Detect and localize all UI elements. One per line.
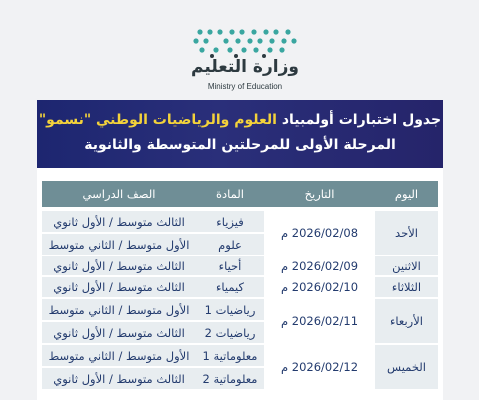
header-date: التاريخ xyxy=(264,181,375,207)
banner-title-prefix: جدول اختبارات أولمبياد xyxy=(281,112,442,128)
date-cell: 2026/02/09 م xyxy=(280,258,359,273)
date-cell: 2026/02/12 م xyxy=(280,360,359,374)
date-cell: 2026/02/10 م xyxy=(280,280,359,294)
grade-cell: الثالث متوسط / الأول ثانوي xyxy=(42,211,196,232)
date-cell: 2026/02/08 م xyxy=(280,226,359,240)
date-cell: 2026/02/11 م xyxy=(280,314,359,328)
schedule-card xyxy=(37,100,443,400)
day-cell: الأربعاء xyxy=(375,299,438,343)
header-grade: الصف الدراسي xyxy=(42,181,196,207)
grade-cell: الأول متوسط / الثاني متوسط xyxy=(42,234,196,255)
subject-cell: معلوماتية 2 xyxy=(196,368,264,389)
header-day: اليوم xyxy=(375,181,438,207)
day-cell: الاثنين xyxy=(375,256,438,275)
banner-subtitle: المرحلة الأولى للمرحلتين المتوسطة والثانوية xyxy=(84,137,396,153)
subject-cell: فيزياء xyxy=(196,211,264,232)
day-cell: الأحد xyxy=(375,211,438,255)
day-cell: الثلاثاء xyxy=(375,277,438,297)
subject-cell: علوم xyxy=(196,234,264,255)
ministry-logo-dots-icon xyxy=(190,26,300,60)
schedule-banner xyxy=(37,100,443,168)
grade-cell: الثالث متوسط / الأول ثانوي xyxy=(42,256,196,275)
subject-cell: رياضيات 2 xyxy=(196,322,264,343)
grade-cell: الثالث متوسط / الأول ثانوي xyxy=(42,322,196,343)
grade-cell: الثالث متوسط / الأول ثانوي xyxy=(42,277,196,297)
ministry-arabic-name: وزارة التعليم xyxy=(191,57,299,77)
day-cell: الخميس xyxy=(375,345,438,389)
banner-title xyxy=(37,112,443,128)
grade-cell: الثالث متوسط / الأول ثانوي xyxy=(42,368,196,389)
ministry-logo xyxy=(0,0,479,100)
grade-cell: الأول متوسط / الثاني متوسط xyxy=(42,345,196,366)
subject-cell: رياضيات 1 xyxy=(196,299,264,320)
header-subject: المادة xyxy=(196,181,264,207)
banner-title-highlight: العلوم والرياضيات الوطني "نسمو" xyxy=(38,112,277,128)
ministry-english-name: Ministry of Education xyxy=(207,82,283,91)
grade-cell: الأول متوسط / الثاني متوسط xyxy=(42,299,196,320)
subject-cell: أحياء xyxy=(196,256,264,275)
subject-cell: معلوماتية 1 xyxy=(196,345,264,366)
subject-cell: كيمياء xyxy=(196,277,264,297)
